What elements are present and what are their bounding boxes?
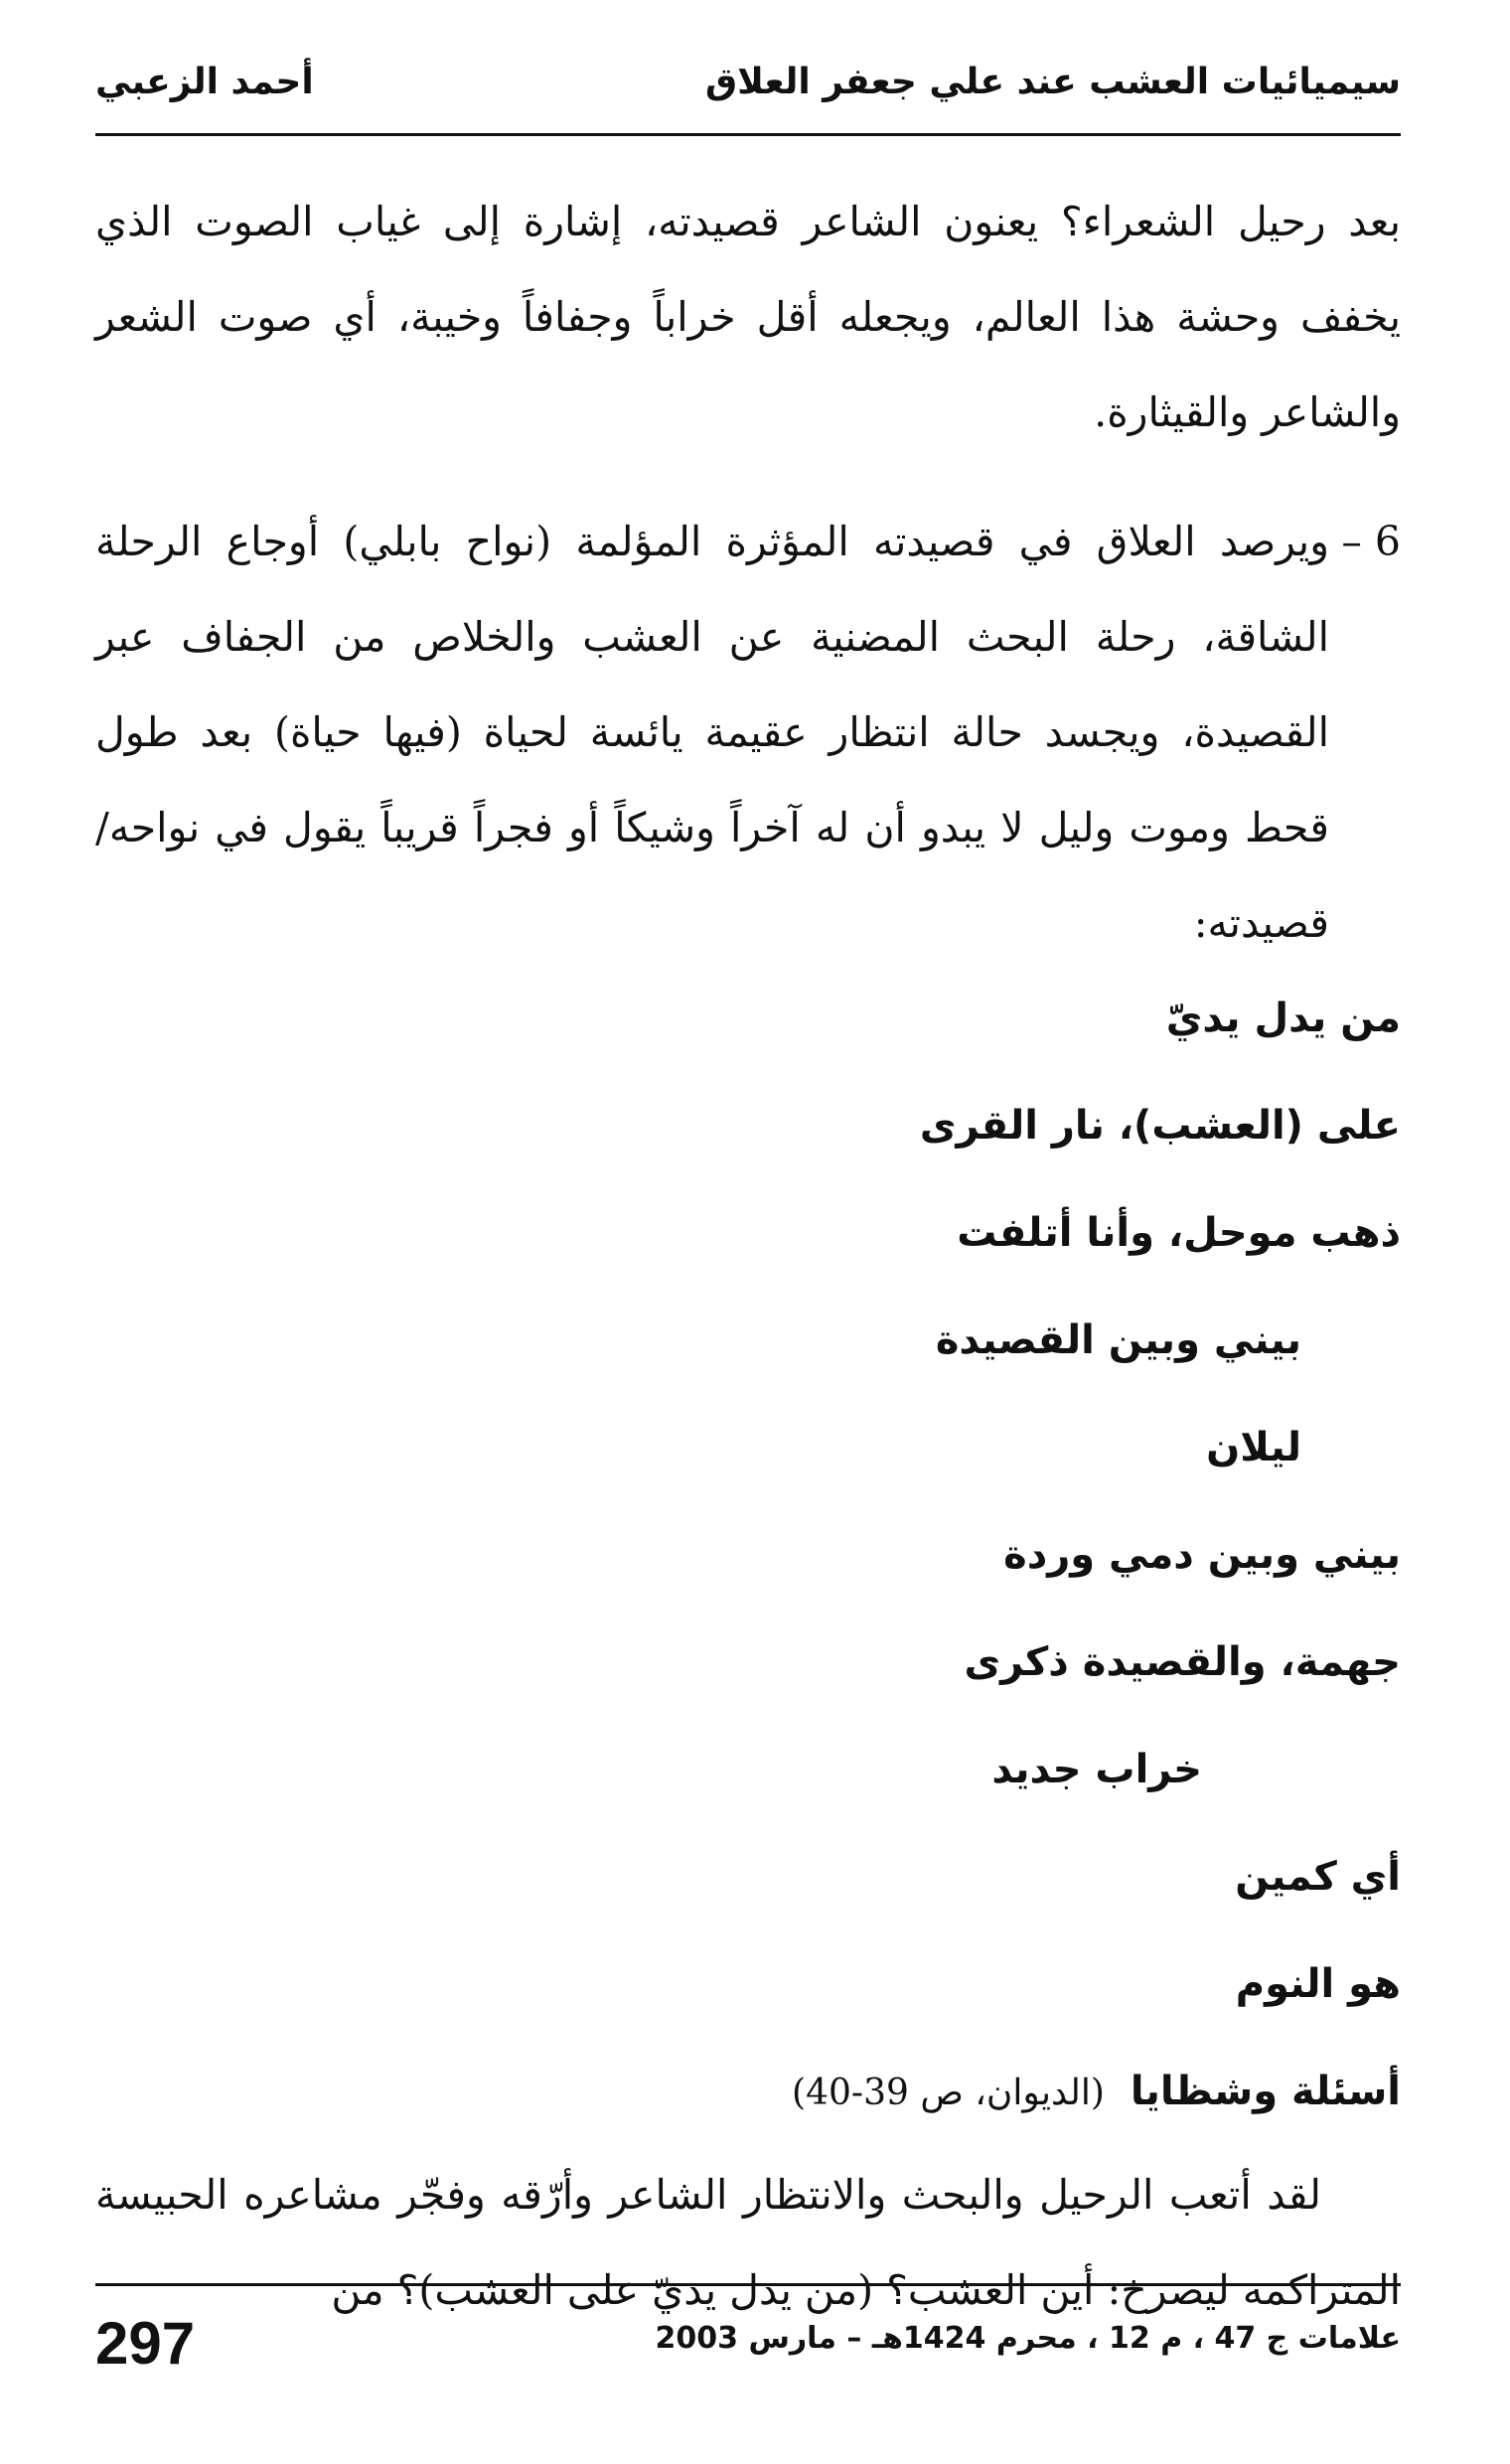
paragraph-1: بعد رحيل الشعراء؟ يعنون الشاعر قصيدته، إشارة إلى غياب الصوت الذي يخفف وحشة هذا العالم، ويجعله أقل خراباً وجفافاً وخيبة، أي صوت الشعر والشاعر والقيثارة. [95,198,1401,436]
page-number: 297 [95,2310,196,2377]
poem-line-4: بيني وبين القصيدة [935,1317,1301,1363]
journal-issue: علامات ج 47 ، م 12 ، محرم 1424هـ – مارس 2003 [655,2321,1401,2356]
poem-line-6: بيني وبين دمي وردة [1003,1532,1401,1578]
numbered-item-6 [95,494,1401,971]
paragraph-3: لقد أتعب الرحيل والبحث والانتظار الشاعر وأرّقه وفجّر مشاعره الحبيسة المتراكمة ليصرخ: أين العشب؟ (من يدل يديّ على العشب)؟ من [95,2171,1401,2314]
poem-source-citation: (الديوان، ص 39-40) [792,2073,1105,2113]
header-rule [95,133,1401,136]
poem-line-2: على (العشب)، نار القرى [919,1103,1401,1149]
poem-last-line: أسئلة وشظايا [1130,2069,1401,2114]
poem-excerpt [95,971,1401,2151]
page-body [95,174,1401,2338]
running-header [95,62,1401,131]
poem-line-7: جهمة، والقصيدة ذكرى [964,1639,1401,1685]
poem-line-5: ليلان [1206,1425,1301,1470]
poem-line-3: ذهب موحل، وأنا أتلفت [957,1210,1401,1256]
poem-line-9: أي كمين [1235,1854,1401,1900]
author-name: أحمد الزعبي [95,62,314,102]
running-footer [95,2309,1401,2388]
poem-line-8: خراب جديد [991,1747,1202,1792]
poem-line-1: من يدل يديّ [1165,996,1401,1041]
poem-line-10: هو النوم [1235,1961,1401,2007]
item-text: ويرصد العلاق في قصيدته المؤثرة المؤلمة (نواح بابلي) أوجاع الرحلة الشاقة، رحلة البحث المضنية عن العشب والخلاص من الجفاف عبر القصيدة، ويجسد حالة انتظار عقيمة يائسة لحياة (فيها حياة) بعد طول قحط وموت وليل لا يبدو أن له آخراً وشيكاً أو فجراً قريباً يقول في نواحه/ قصيدته: [95,518,1329,947]
article-title: سيميائيات العشب عند علي جعفر العلاق [705,62,1401,102]
item-number: 6 – [1341,518,1401,565]
footer-rule [95,2283,1401,2286]
poem-line-11 [95,2044,1401,2151]
